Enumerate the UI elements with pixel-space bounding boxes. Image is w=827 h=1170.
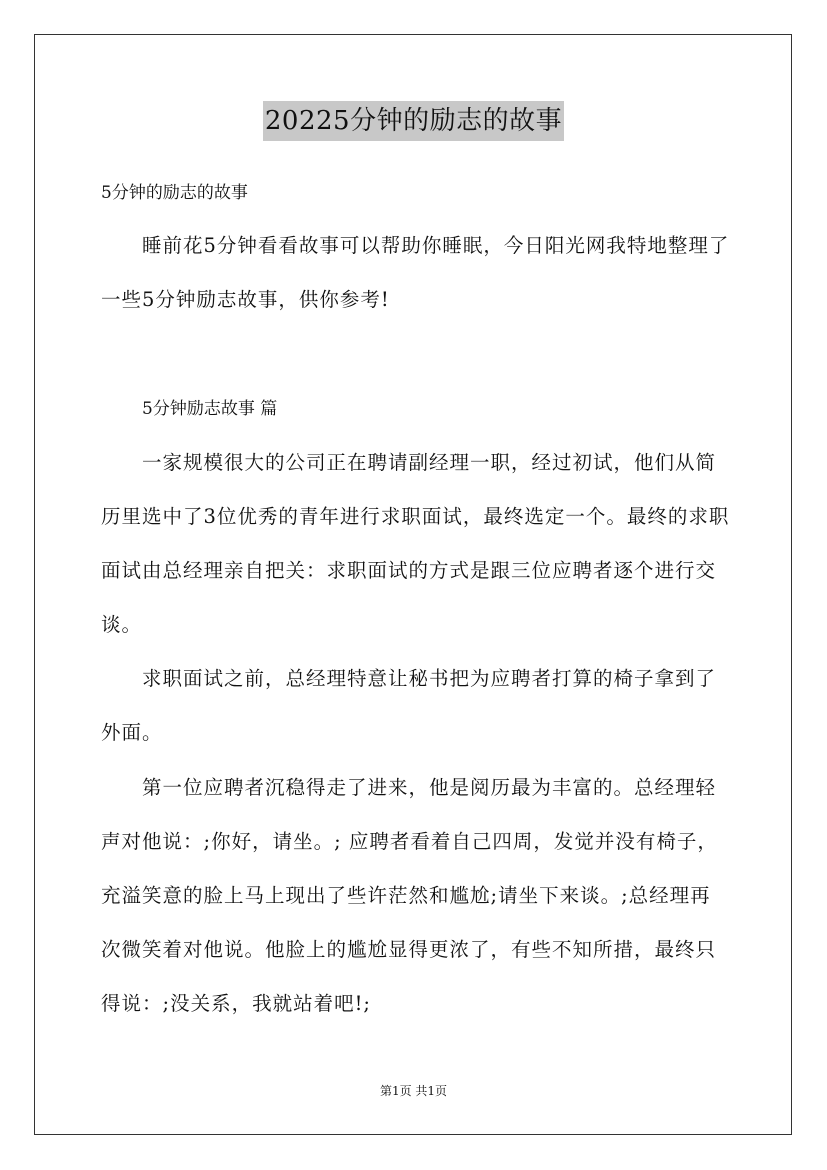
body-paragraph: 一家规模很大的公司正在聘请副经理一职，经过初试，他们从简历里选中了3位优秀的青年进行求职面试，最终选定一个。最终的求职面试由总经理亲自把关：求职面试的方式是跟三位应聘者逐个进行交谈。 <box>101 451 730 636</box>
intro-paragraph: 睡前花5分钟看看故事可以帮助你睡眠，今日阳光网我特地整理了一些5分钟励志故事，供你参考! <box>101 234 730 311</box>
body-paragraph: 求职面试之前，总经理特意让秘书把为应聘者打算的椅子拿到了外面。 <box>101 667 717 744</box>
section-heading: 5分钟励志故事 篇 <box>142 399 278 419</box>
title-container <box>0 101 827 141</box>
document-subtitle: 5分钟的励志的故事 <box>101 183 248 203</box>
document-title: 20225分钟的励志的故事 <box>263 101 564 141</box>
page-footer: 第1页 共1页 <box>379 1084 448 1098</box>
body-paragraph: 第一位应聘者沉稳得走了进来，他是阅历最为丰富的。总经理轻声对他说：;你好，请坐。; 应聘者看着自己四周，发觉并没有椅子，充溢笑意的脸上马上现出了些许茫然和尴尬;请坐下来谈。;总经理再次微笑着对他说。他脸上的尴尬显得更浓了，有些不知所措，最终只得说：;没关系，我就站着吧!; <box>101 776 718 1015</box>
